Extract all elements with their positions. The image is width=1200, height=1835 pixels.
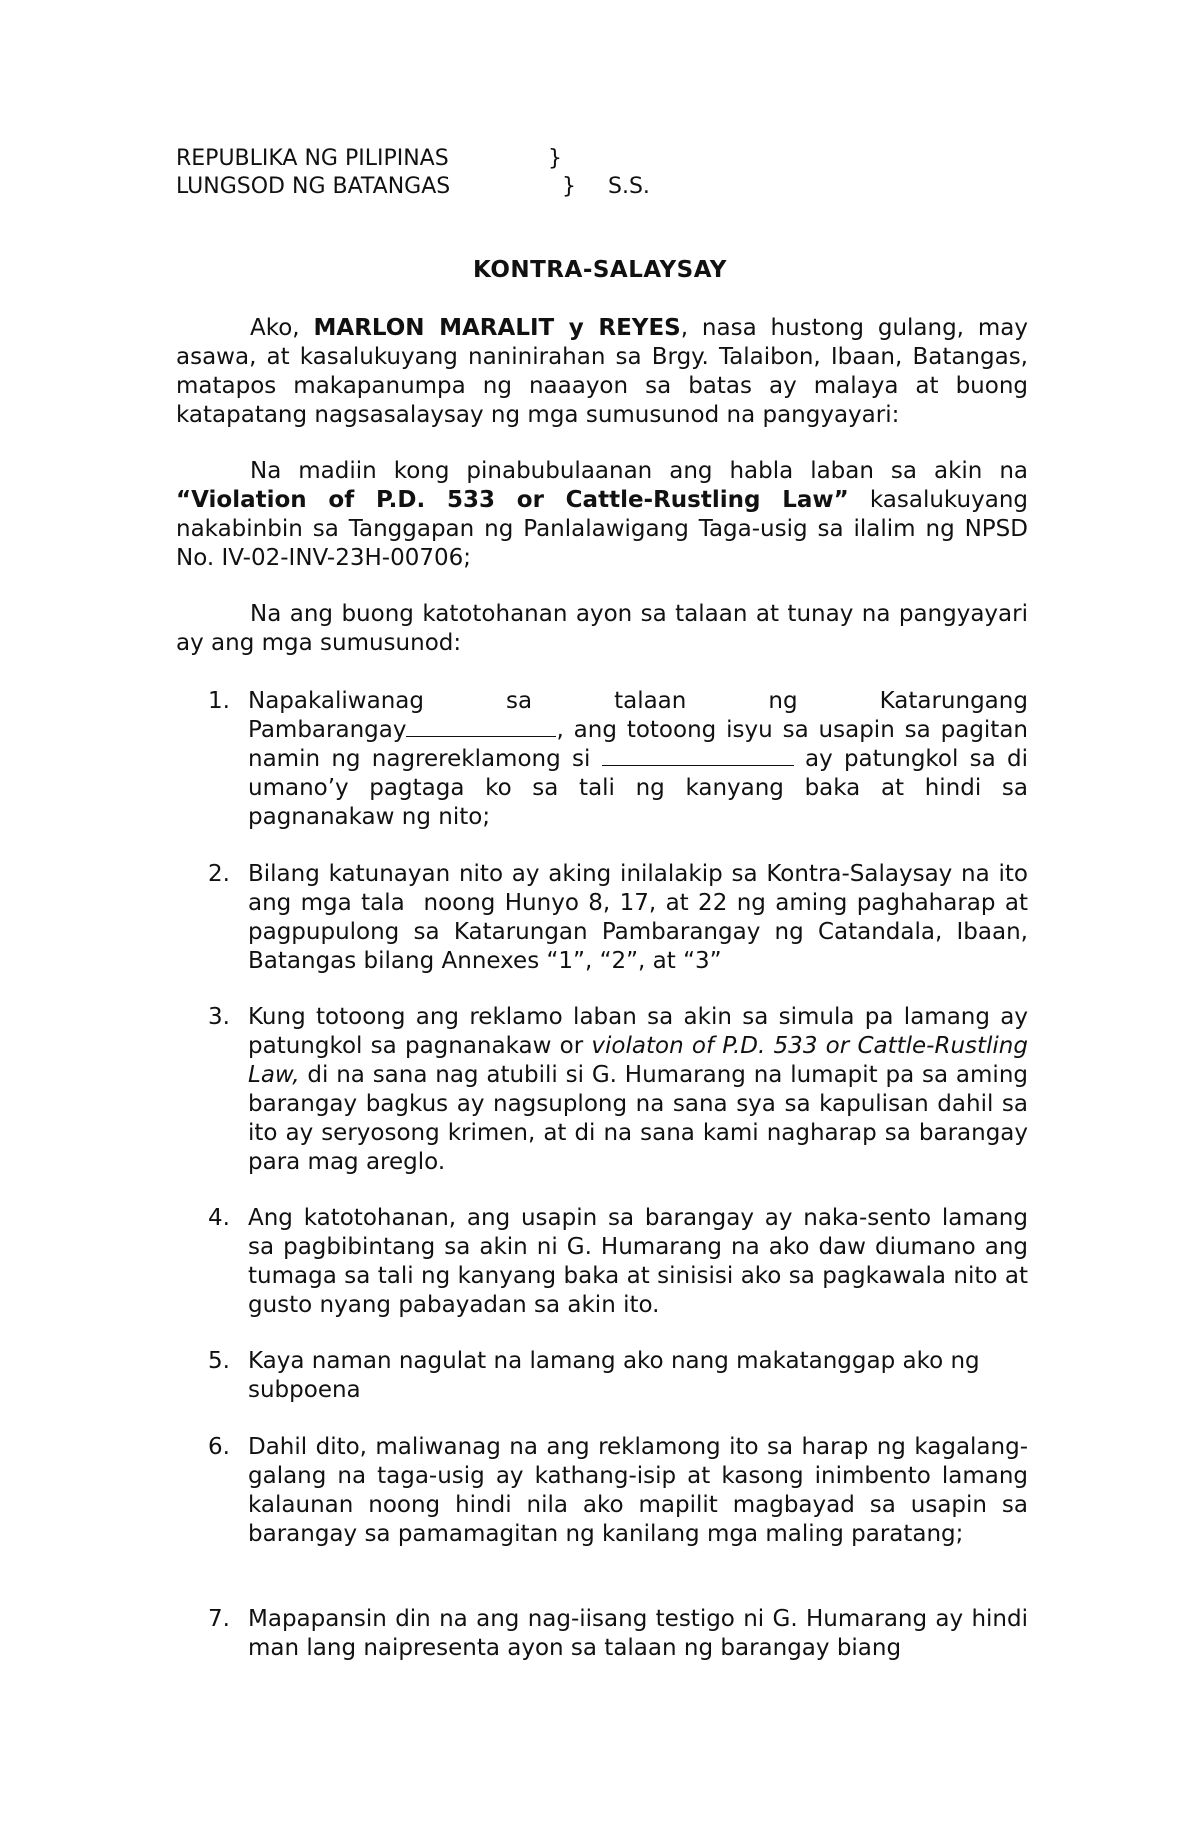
item-number: 6. bbox=[208, 1434, 230, 1460]
item-number: 2. bbox=[208, 861, 230, 887]
item-1-word: sa bbox=[505, 688, 533, 714]
caption-brace-1: } bbox=[548, 146, 562, 171]
item-body: Kaya naman nagulat na lamang ako nang makatanggap ako ng subpoena bbox=[248, 1348, 980, 1403]
item-1-first-line bbox=[248, 687, 1028, 716]
denial-pre: Na madiin kong pinabubulaanan ang habla laban sa akin na bbox=[250, 458, 1028, 484]
item-1-b: , ang totoong isyu sa usapin sa pagitan namin ng nagrereklamong si bbox=[248, 717, 1028, 772]
intro-paragraph bbox=[176, 314, 1028, 430]
list-item bbox=[208, 1433, 1028, 1549]
list-item bbox=[208, 687, 1028, 832]
document-title: KONTRA-SALAYSAY bbox=[473, 257, 727, 283]
caption-ss: S.S. bbox=[608, 174, 650, 199]
intro-ako: Ako, bbox=[250, 315, 314, 341]
caption-line-2: LUNGSOD NG BATANGAS bbox=[176, 174, 451, 199]
item-1-c: ay patungkol sa di umano’y pagtaga ko sa tali ng kanyang baka at hindi sa pagnanakaw ng nito; bbox=[248, 746, 1029, 830]
list-item bbox=[208, 860, 1036, 976]
caption-brace-2: } bbox=[562, 174, 576, 199]
list-item bbox=[208, 1605, 1028, 1663]
denial-paragraph bbox=[176, 457, 1028, 573]
item-1-word: talaan bbox=[614, 688, 687, 714]
item-body: Mapapansin din na ang nag-iisang testigo ni G. Humarang ay hindi man lang naipresenta ayon sa talaan ng barangay biang bbox=[248, 1606, 1028, 1661]
item-body: Bilang katunayan nito ay aking inilalakip sa Kontra-Salaysay na ito ang mga tala noong Hunyo 8, 17, at 22 ng aming paghaharap at pagpupulong sa Katarungan Pambarangay ng Catandala, Ibaan, Batangas bilang Annexes “1”, “2”, at “3” bbox=[248, 861, 1036, 974]
item-1-word: Katarungang bbox=[879, 688, 1028, 714]
item-body bbox=[248, 1003, 1028, 1177]
intro-rest: , nasa hustong gulang, may asawa, at kasalukuyang naninirahan sa Brgy. Talaibon, Ibaan, Batangas, matapos makapanumpa ng naaayon sa batas ay malaya at buong katapatang nagsasalaysay ng mga sumusunod na pangyayari: bbox=[176, 315, 1028, 428]
caption-block bbox=[176, 145, 696, 205]
affiant-name: MARLON MARALIT y REYES bbox=[313, 315, 681, 341]
list-item bbox=[208, 1204, 1028, 1320]
item-1-a: Pambarangay bbox=[248, 717, 407, 743]
item-body: Ang katotohanan, ang usapin sa barangay ay naka-sento lamang sa pagbibintang sa akin ni G. Humarang na ako daw diumano ang tumaga sa tali ng kanyang baka at sinisisi ako sa pagkawala nito at gusto nyang pabayadan sa akin ito. bbox=[248, 1205, 1028, 1318]
caption-line-1: REPUBLIKA NG PILIPINAS bbox=[176, 146, 449, 171]
denial-post: kasalukuyang nakabinbin sa Tanggapan ng Panlalawigang Taga-usig sa ilalim ng NPSD No. IV-02-INV-23H-00706; bbox=[176, 487, 1028, 571]
blank-line-barangay bbox=[406, 716, 556, 737]
denial-violation: “Violation of P.D. 533 or Cattle-Rustling Law” bbox=[176, 487, 849, 513]
blank-line-complainant bbox=[602, 745, 794, 766]
item-body: Dahil dito, maliwanag na ang reklamong ito sa harap ng kagalang-galang na taga-usig ay kathang-isip at kasong inimbento lamang kalaunan noong hindi nila ako mapilit magbayad sa usapin sa barangay sa pamamagitan ng kanilang mga maling paratang; bbox=[248, 1434, 1028, 1547]
truth-paragraph bbox=[176, 600, 1028, 658]
item-3-italic: violaton of P.D. 533 or Cattle-Rustling Law, bbox=[248, 1033, 1028, 1088]
list-item bbox=[208, 1003, 1028, 1177]
item-number: 1. bbox=[208, 688, 230, 714]
item-number: 5. bbox=[208, 1348, 230, 1374]
list-item bbox=[208, 1347, 1028, 1405]
item-number: 4. bbox=[208, 1205, 230, 1231]
item-number: 3. bbox=[208, 1004, 230, 1030]
truth-text: Na ang buong katotohanan ayon sa talaan at tunay na pangyayari ay ang mga sumusunod: bbox=[176, 601, 1028, 656]
item-3-post: di na sana nag atubili si G. Humarang na lumapit pa sa aming barangay bagkus ay nagsuplong na sana sya sa kapulisan dahil sa ito ay seryosong krimen, at di na sana kami nagharap sa barangay para mag areglo. bbox=[248, 1062, 1028, 1175]
item-body bbox=[248, 687, 1028, 832]
item-1-word: ng bbox=[768, 688, 798, 714]
item-1-word: Napakaliwanag bbox=[248, 688, 424, 714]
item-number: 7. bbox=[208, 1606, 230, 1632]
item-3-pre: Kung totoong ang reklamo laban sa akin sa simula pa lamang ay patungkol sa pagnanakaw or bbox=[248, 1004, 1028, 1059]
